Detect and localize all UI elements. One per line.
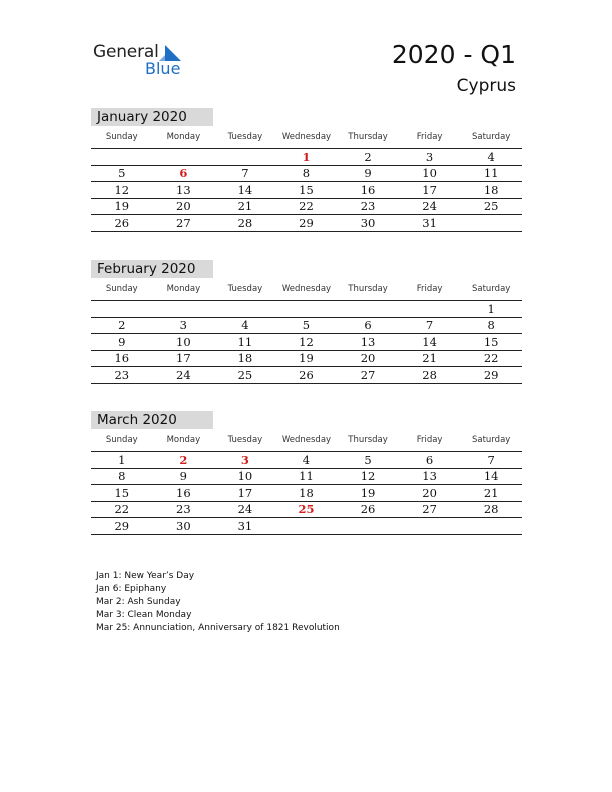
day-cell: 11	[299, 469, 314, 484]
weekday-header-row	[91, 278, 522, 301]
week-row	[91, 502, 522, 519]
day-cell: 7	[425, 318, 434, 333]
day-cell: 17	[237, 485, 253, 500]
week-row	[91, 166, 522, 183]
weekday-header: Monday	[166, 435, 201, 445]
day-cell: 21	[483, 485, 499, 500]
day-cell: 3	[179, 318, 187, 333]
day-cell: 16	[114, 351, 130, 366]
month-block	[91, 260, 522, 384]
holiday-note: Mar 2: Ash Sunday	[96, 597, 181, 607]
day-cell: 5	[118, 166, 126, 181]
day-cell: 26	[299, 367, 314, 382]
weekday-header: Saturday	[472, 132, 511, 142]
day-cell: 15	[299, 182, 314, 197]
day-cell: 24	[176, 367, 191, 382]
week-row	[91, 334, 522, 351]
weekday-header: Friday	[416, 132, 443, 142]
day-cell: 27	[422, 502, 437, 517]
day-cell: 19	[360, 485, 376, 500]
week-row	[91, 301, 522, 318]
day-cell: 8	[302, 166, 311, 181]
day-cell: 21	[422, 351, 437, 366]
holiday-note: Mar 3: Clean Monday	[96, 610, 192, 620]
day-cell: 27	[360, 367, 376, 382]
day-cell: 1	[118, 452, 126, 467]
day-cell: 23	[114, 367, 130, 382]
weekday-header: Thursday	[348, 284, 388, 294]
day-cell: 9	[364, 166, 372, 181]
weekday-header: Tuesday	[227, 284, 263, 294]
week-row	[91, 182, 522, 199]
day-cell: 11	[237, 334, 253, 349]
day-cell: 19	[299, 351, 314, 366]
weekday-header: Thursday	[348, 132, 388, 142]
day-cell: 28	[237, 215, 253, 230]
day-cell: 7	[487, 452, 495, 467]
day-cell: 10	[176, 334, 191, 349]
day-cell: 7	[241, 166, 249, 181]
day-cell: 4	[487, 149, 495, 164]
day-cell: 6	[425, 452, 434, 467]
day-cell: 25	[483, 199, 499, 214]
day-cell: 13	[360, 334, 376, 349]
weekday-header: Monday	[166, 132, 201, 142]
day-cell: 12	[114, 182, 130, 197]
week-row	[91, 485, 522, 502]
day-cell: 22	[299, 199, 314, 214]
week-row	[91, 469, 522, 486]
weekday-header: Tuesday	[227, 132, 263, 142]
day-cell: 18	[237, 351, 253, 366]
day-cell: 14	[483, 469, 499, 484]
day-cell: 31	[237, 518, 253, 533]
day-cell: 8	[118, 469, 126, 484]
day-cell: 18	[299, 485, 314, 500]
day-cell: 23	[176, 502, 191, 517]
day-cell: 22	[114, 502, 130, 517]
week-row	[91, 199, 522, 216]
day-cell: 5	[364, 452, 372, 467]
holiday-day-cell: 1	[302, 149, 311, 164]
day-cell: 18	[483, 182, 499, 197]
day-cell: 24	[237, 502, 253, 517]
month-block	[91, 108, 522, 232]
day-cell: 27	[176, 215, 191, 230]
day-cell: 19	[114, 199, 130, 214]
day-cell: 4	[302, 452, 311, 467]
weekday-header-row	[91, 429, 522, 452]
month-label: March 2020	[91, 411, 213, 429]
weekday-header: Thursday	[348, 435, 388, 445]
week-row	[91, 351, 522, 368]
holiday-note: Jan 1: New Year’s Day	[96, 571, 195, 581]
day-cell: 30	[176, 518, 191, 533]
week-row	[91, 367, 522, 384]
day-cell: 28	[483, 502, 499, 517]
day-cell: 29	[483, 367, 499, 382]
day-cell: 15	[114, 485, 130, 500]
day-cell: 9	[118, 334, 126, 349]
day-cell: 16	[360, 182, 376, 197]
day-cell: 12	[360, 469, 376, 484]
day-cell: 20	[422, 485, 437, 500]
holiday-note: Mar 25: Annunciation, Anniversary of 1821 Revolution	[96, 623, 340, 633]
day-cell: 6	[364, 318, 372, 333]
logo-blue-text: Blue	[145, 59, 181, 78]
day-cell: 22	[483, 351, 499, 366]
day-cell: 9	[179, 469, 187, 484]
day-cell: 3	[425, 149, 434, 164]
weekday-header: Monday	[166, 284, 201, 294]
day-cell: 20	[360, 351, 376, 366]
page-title: 2020 - Q1	[391, 40, 516, 69]
day-cell: 5	[302, 318, 311, 333]
country-name: Cyprus	[456, 76, 516, 96]
weekday-header: Tuesday	[227, 435, 263, 445]
week-row	[91, 149, 522, 166]
weekday-header: Saturday	[472, 435, 511, 445]
week-row	[91, 318, 522, 335]
day-cell: 10	[422, 166, 437, 181]
day-cell: 10	[237, 469, 253, 484]
day-cell: 31	[422, 215, 437, 230]
day-cell: 26	[114, 215, 130, 230]
day-cell: 23	[360, 199, 376, 214]
weekday-header: Wednesday	[281, 284, 332, 294]
weekday-header: Sunday	[105, 284, 138, 294]
month-label: January 2020	[91, 108, 213, 126]
holiday-day-cell: 2	[179, 452, 188, 467]
day-cell: 14	[237, 182, 253, 197]
day-cell: 13	[176, 182, 191, 197]
day-cell: 2	[118, 318, 126, 333]
day-cell: 24	[422, 199, 437, 214]
day-cell: 14	[422, 334, 437, 349]
weekday-header-row	[91, 126, 522, 149]
weekday-header: Wednesday	[281, 435, 332, 445]
day-cell: 20	[176, 199, 191, 214]
week-row	[91, 215, 522, 232]
holiday-day-cell: 6	[179, 166, 188, 181]
day-cell: 13	[422, 469, 437, 484]
weekday-header: Saturday	[472, 284, 511, 294]
day-cell: 29	[114, 518, 130, 533]
day-cell: 16	[176, 485, 191, 500]
month-block	[91, 411, 522, 535]
day-cell: 8	[487, 318, 495, 333]
logo-general-text: General	[93, 42, 159, 62]
day-cell: 2	[364, 149, 372, 164]
week-row	[91, 452, 522, 469]
day-cell: 21	[237, 199, 253, 214]
holiday-note: Jan 6: Epiphany	[96, 584, 167, 594]
day-cell: 15	[483, 334, 499, 349]
weekday-header: Friday	[416, 435, 443, 445]
weekday-header: Sunday	[105, 435, 138, 445]
day-cell: 26	[360, 502, 376, 517]
day-cell: 25	[237, 367, 253, 382]
day-cell: 4	[241, 318, 249, 333]
month-label: February 2020	[91, 260, 213, 278]
logo	[93, 40, 193, 80]
holiday-notes	[96, 570, 340, 635]
weekday-header: Friday	[416, 284, 443, 294]
day-cell: 12	[299, 334, 314, 349]
weekday-header: Sunday	[105, 132, 138, 142]
day-cell: 1	[487, 301, 495, 316]
day-cell: 17	[176, 351, 191, 366]
day-cell: 11	[483, 166, 499, 181]
weekday-header: Wednesday	[281, 132, 332, 142]
week-row	[91, 518, 522, 535]
day-cell: 17	[422, 182, 437, 197]
day-cell: 28	[422, 367, 437, 382]
day-cell: 30	[360, 215, 376, 230]
holiday-day-cell: 3	[240, 452, 249, 467]
day-cell: 29	[299, 215, 314, 230]
holiday-day-cell: 25	[298, 502, 315, 517]
